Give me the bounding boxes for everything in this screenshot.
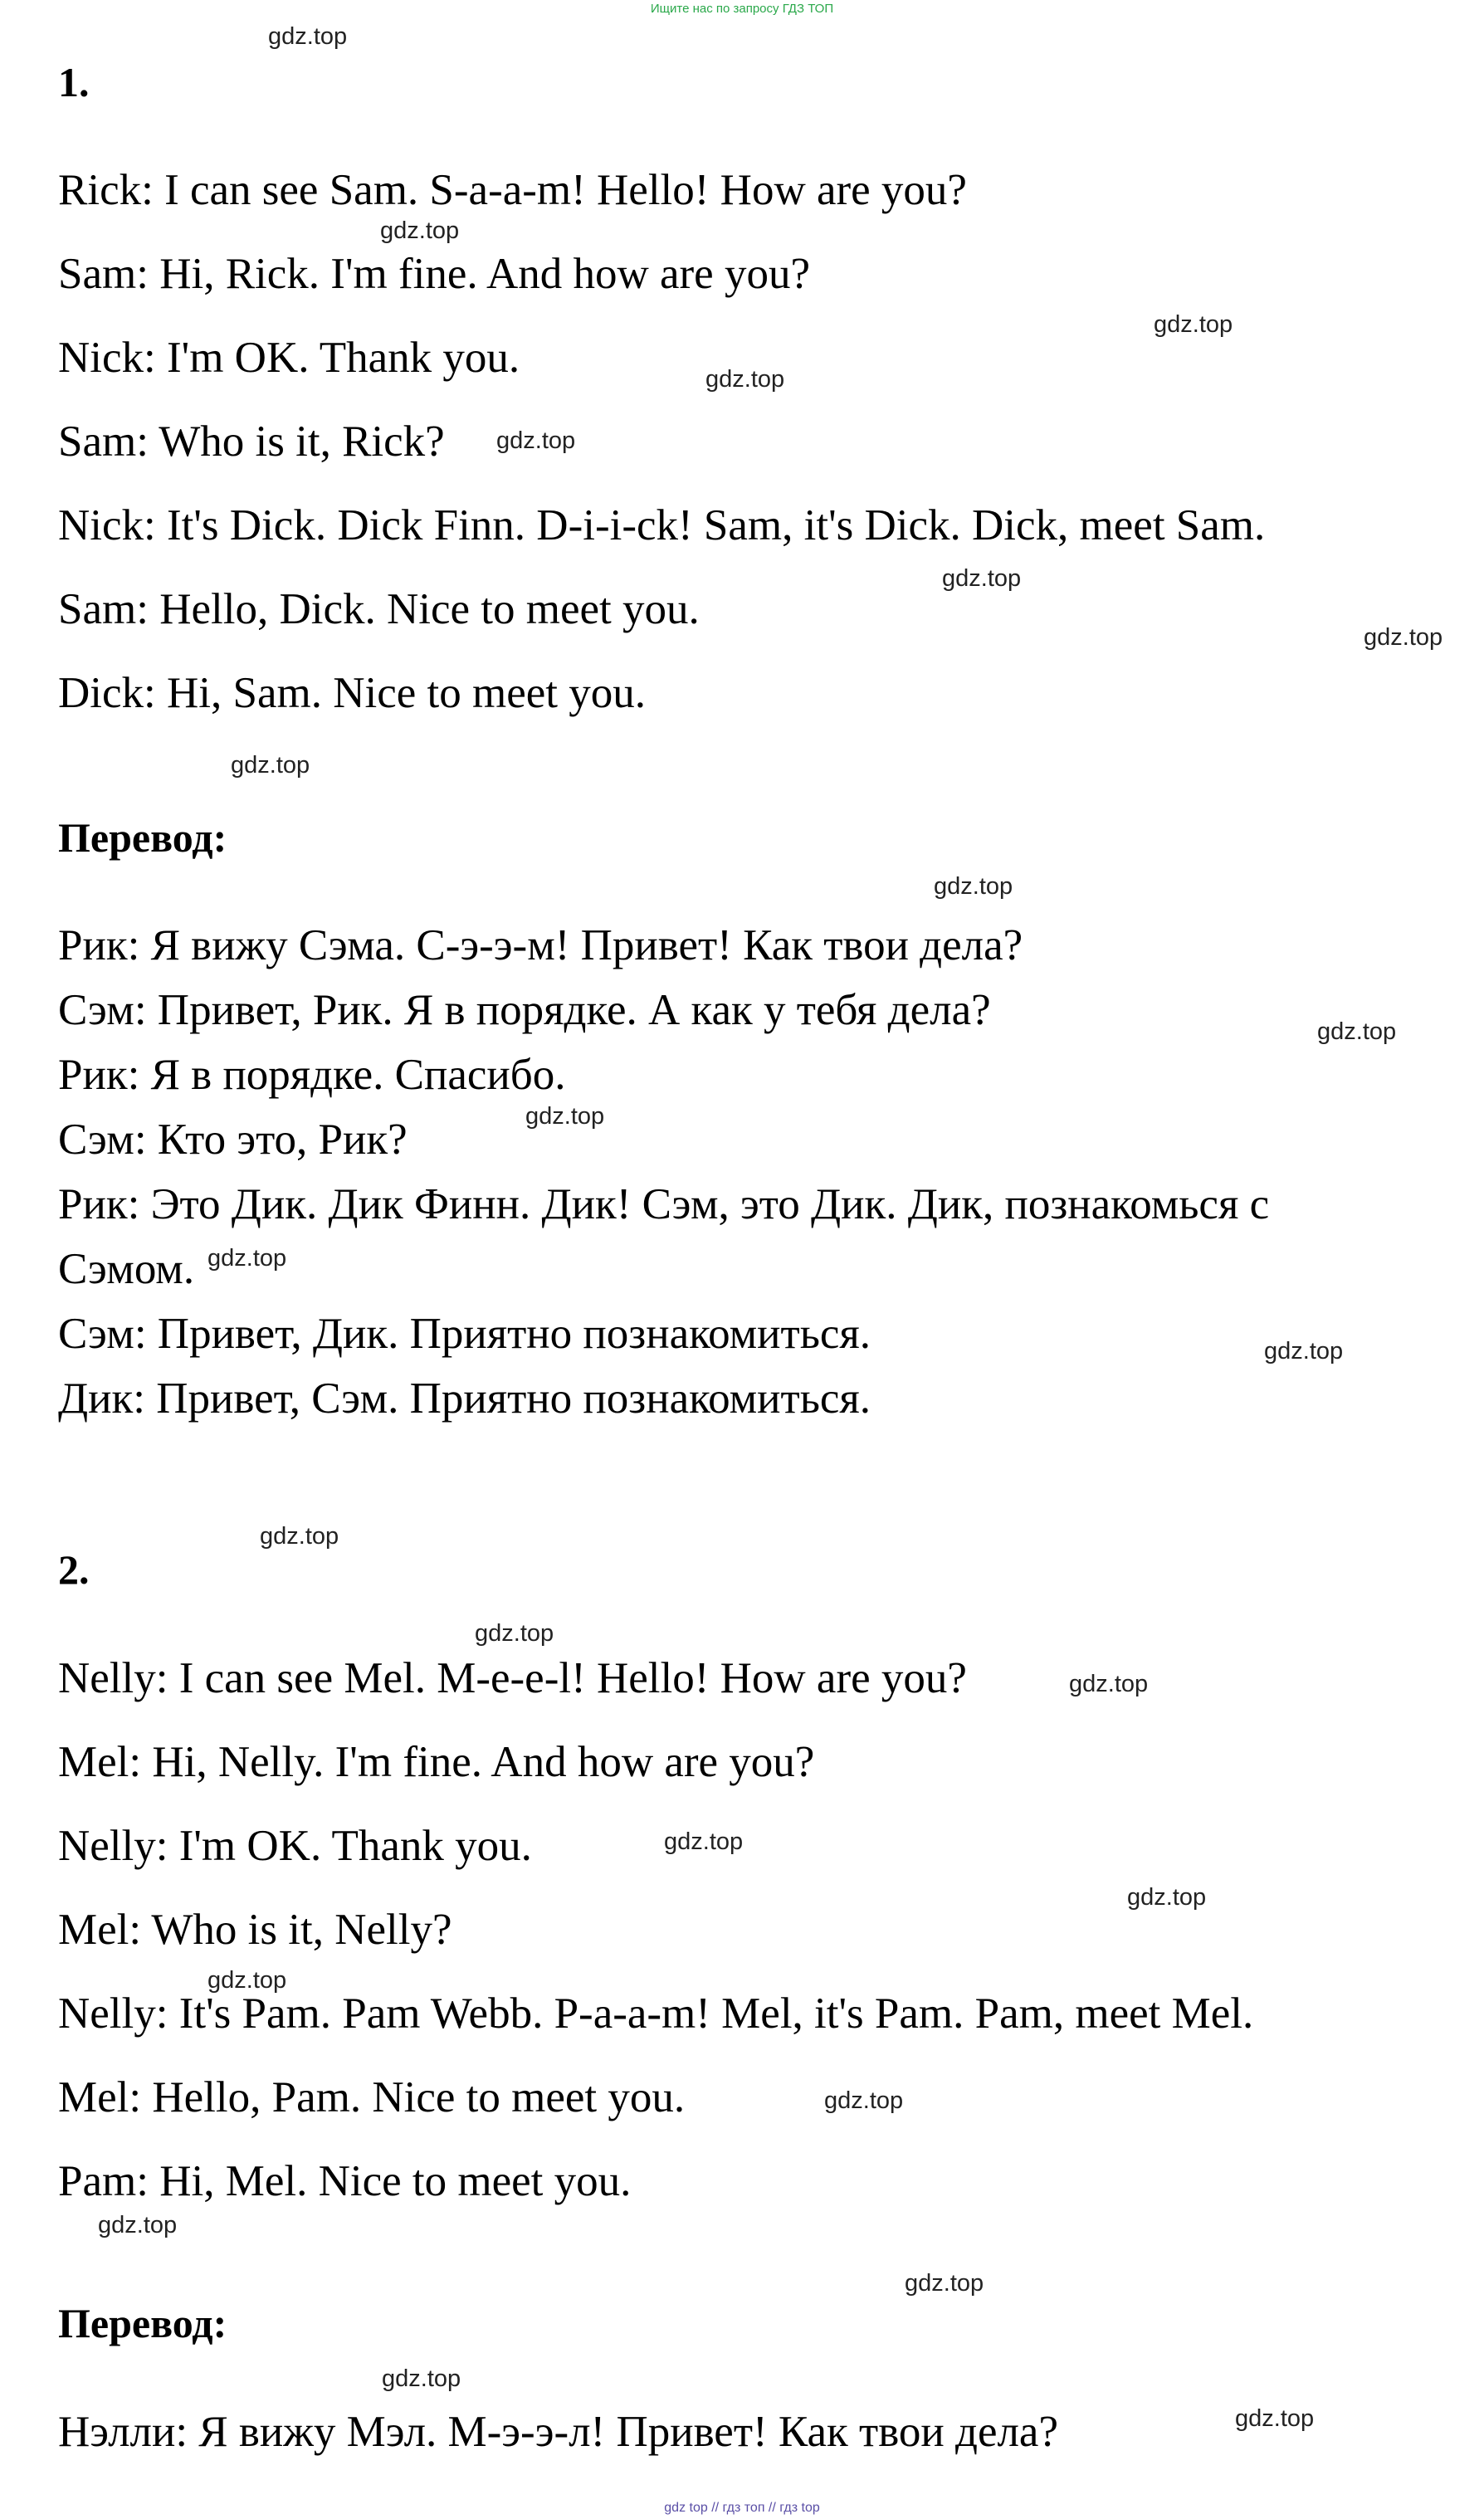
task-1-translation-heading: Перевод: — [58, 814, 227, 861]
watermark: gdz.top — [207, 1245, 287, 1272]
task-1-dialogue-line: Sam: Hello, Dick. Nice to meet you. — [58, 585, 700, 633]
task-1-translation-line: Сэм: Привет, Рик. Я в порядке. А как у тебя дела? — [58, 986, 991, 1034]
top-banner: Ищите нас по запросу ГДЗ ТОП — [650, 2, 834, 16]
watermark: gdz.top — [496, 427, 576, 454]
watermark: gdz.top — [705, 366, 785, 393]
watermark: gdz.top — [98, 2212, 178, 2238]
watermark: gdz.top — [525, 1103, 605, 1130]
task-2-translation-line: Нэлли: Я вижу Мэл. М-э-э-л! Привет! Как твои дела? — [58, 2408, 1058, 2456]
task-2-dialogue-line: Mel: Who is it, Nelly? — [58, 1906, 452, 1954]
watermark: gdz.top — [260, 1523, 339, 1550]
watermark: gdz.top — [1127, 1884, 1207, 1911]
task-1-translation-line: Дик: Привет, Сэм. Приятно познакомиться. — [58, 1374, 871, 1423]
task-2-dialogue-line: Nelly: I can see Mel. M-e-e-l! Hello! How are you? — [58, 1654, 967, 1702]
watermark: gdz.top — [1069, 1671, 1149, 1697]
watermark: gdz.top — [207, 1967, 287, 1994]
task-2-dialogue-line: Mel: Hi, Nelly. I'm fine. And how are you? — [58, 1738, 815, 1786]
watermark: gdz.top — [268, 23, 348, 50]
task-1-translation-line: Рик: Это Дик. Дик Финн. Дик! Сэм, это Дик. Дик, познакомься с — [58, 1180, 1270, 1228]
task-1-dialogue-line: Nick: I'm OK. Thank you. — [58, 334, 520, 382]
task-1-number: 1. — [58, 59, 90, 105]
task-1-dialogue-line: Nick: It's Dick. Dick Finn. D-i-i-ck! Sam, it's Dick. Dick, meet Sam. — [58, 501, 1266, 549]
watermark: gdz.top — [824, 2087, 904, 2114]
watermark: gdz.top — [1364, 624, 1443, 651]
task-1-translation-line: Сэмом. — [58, 1245, 195, 1293]
watermark: gdz.top — [382, 2365, 461, 2392]
task-1-dialogue-line: Sam: Who is it, Rick? — [58, 417, 445, 466]
task-2-translation-heading: Перевод: — [58, 2300, 227, 2346]
watermark: gdz.top — [1264, 1338, 1344, 1364]
watermark: gdz.top — [380, 217, 460, 244]
task-1-dialogue-line: Dick: Hi, Sam. Nice to meet you. — [58, 669, 646, 717]
bottom-banner: gdz top // гдз топ // гдз top — [664, 2501, 820, 2515]
task-1-dialogue-line: Sam: Hi, Rick. I'm fine. And how are you? — [58, 250, 810, 298]
watermark: gdz.top — [231, 752, 310, 779]
task-1-translation-line: Рик: Я вижу Сэма. С-э-э-м! Привет! Как твои дела? — [58, 921, 1023, 969]
task-2-dialogue-line: Mel: Hello, Pam. Nice to meet you. — [58, 2073, 686, 2121]
watermark: gdz.top — [1154, 311, 1233, 338]
task-1-dialogue-line: Rick: I can see Sam. S-a-a-m! Hello! How are you? — [58, 166, 967, 214]
task-2-dialogue-line: Nelly: It's Pam. Pam Webb. P-a-a-m! Mel, it's Pam. Pam, meet Mel. — [58, 1989, 1254, 2038]
task-2-number: 2. — [58, 1546, 90, 1593]
watermark: gdz.top — [905, 2270, 984, 2297]
watermark: gdz.top — [664, 1828, 744, 1855]
watermark: gdz.top — [475, 1620, 554, 1647]
watermark: gdz.top — [1317, 1018, 1397, 1045]
task-1-translation-line: Рик: Я в порядке. Спасибо. — [58, 1051, 566, 1099]
watermark: gdz.top — [934, 873, 1013, 900]
task-2-dialogue-line: Nelly: I'm OK. Thank you. — [58, 1822, 532, 1870]
task-1-translation-line: Сэм: Кто это, Рик? — [58, 1115, 408, 1164]
task-2-dialogue-line: Pam: Hi, Mel. Nice to meet you. — [58, 2157, 632, 2205]
task-1-translation-line: Сэм: Привет, Дик. Приятно познакомиться. — [58, 1310, 871, 1358]
watermark: gdz.top — [942, 565, 1022, 592]
watermark: gdz.top — [1235, 2405, 1315, 2432]
